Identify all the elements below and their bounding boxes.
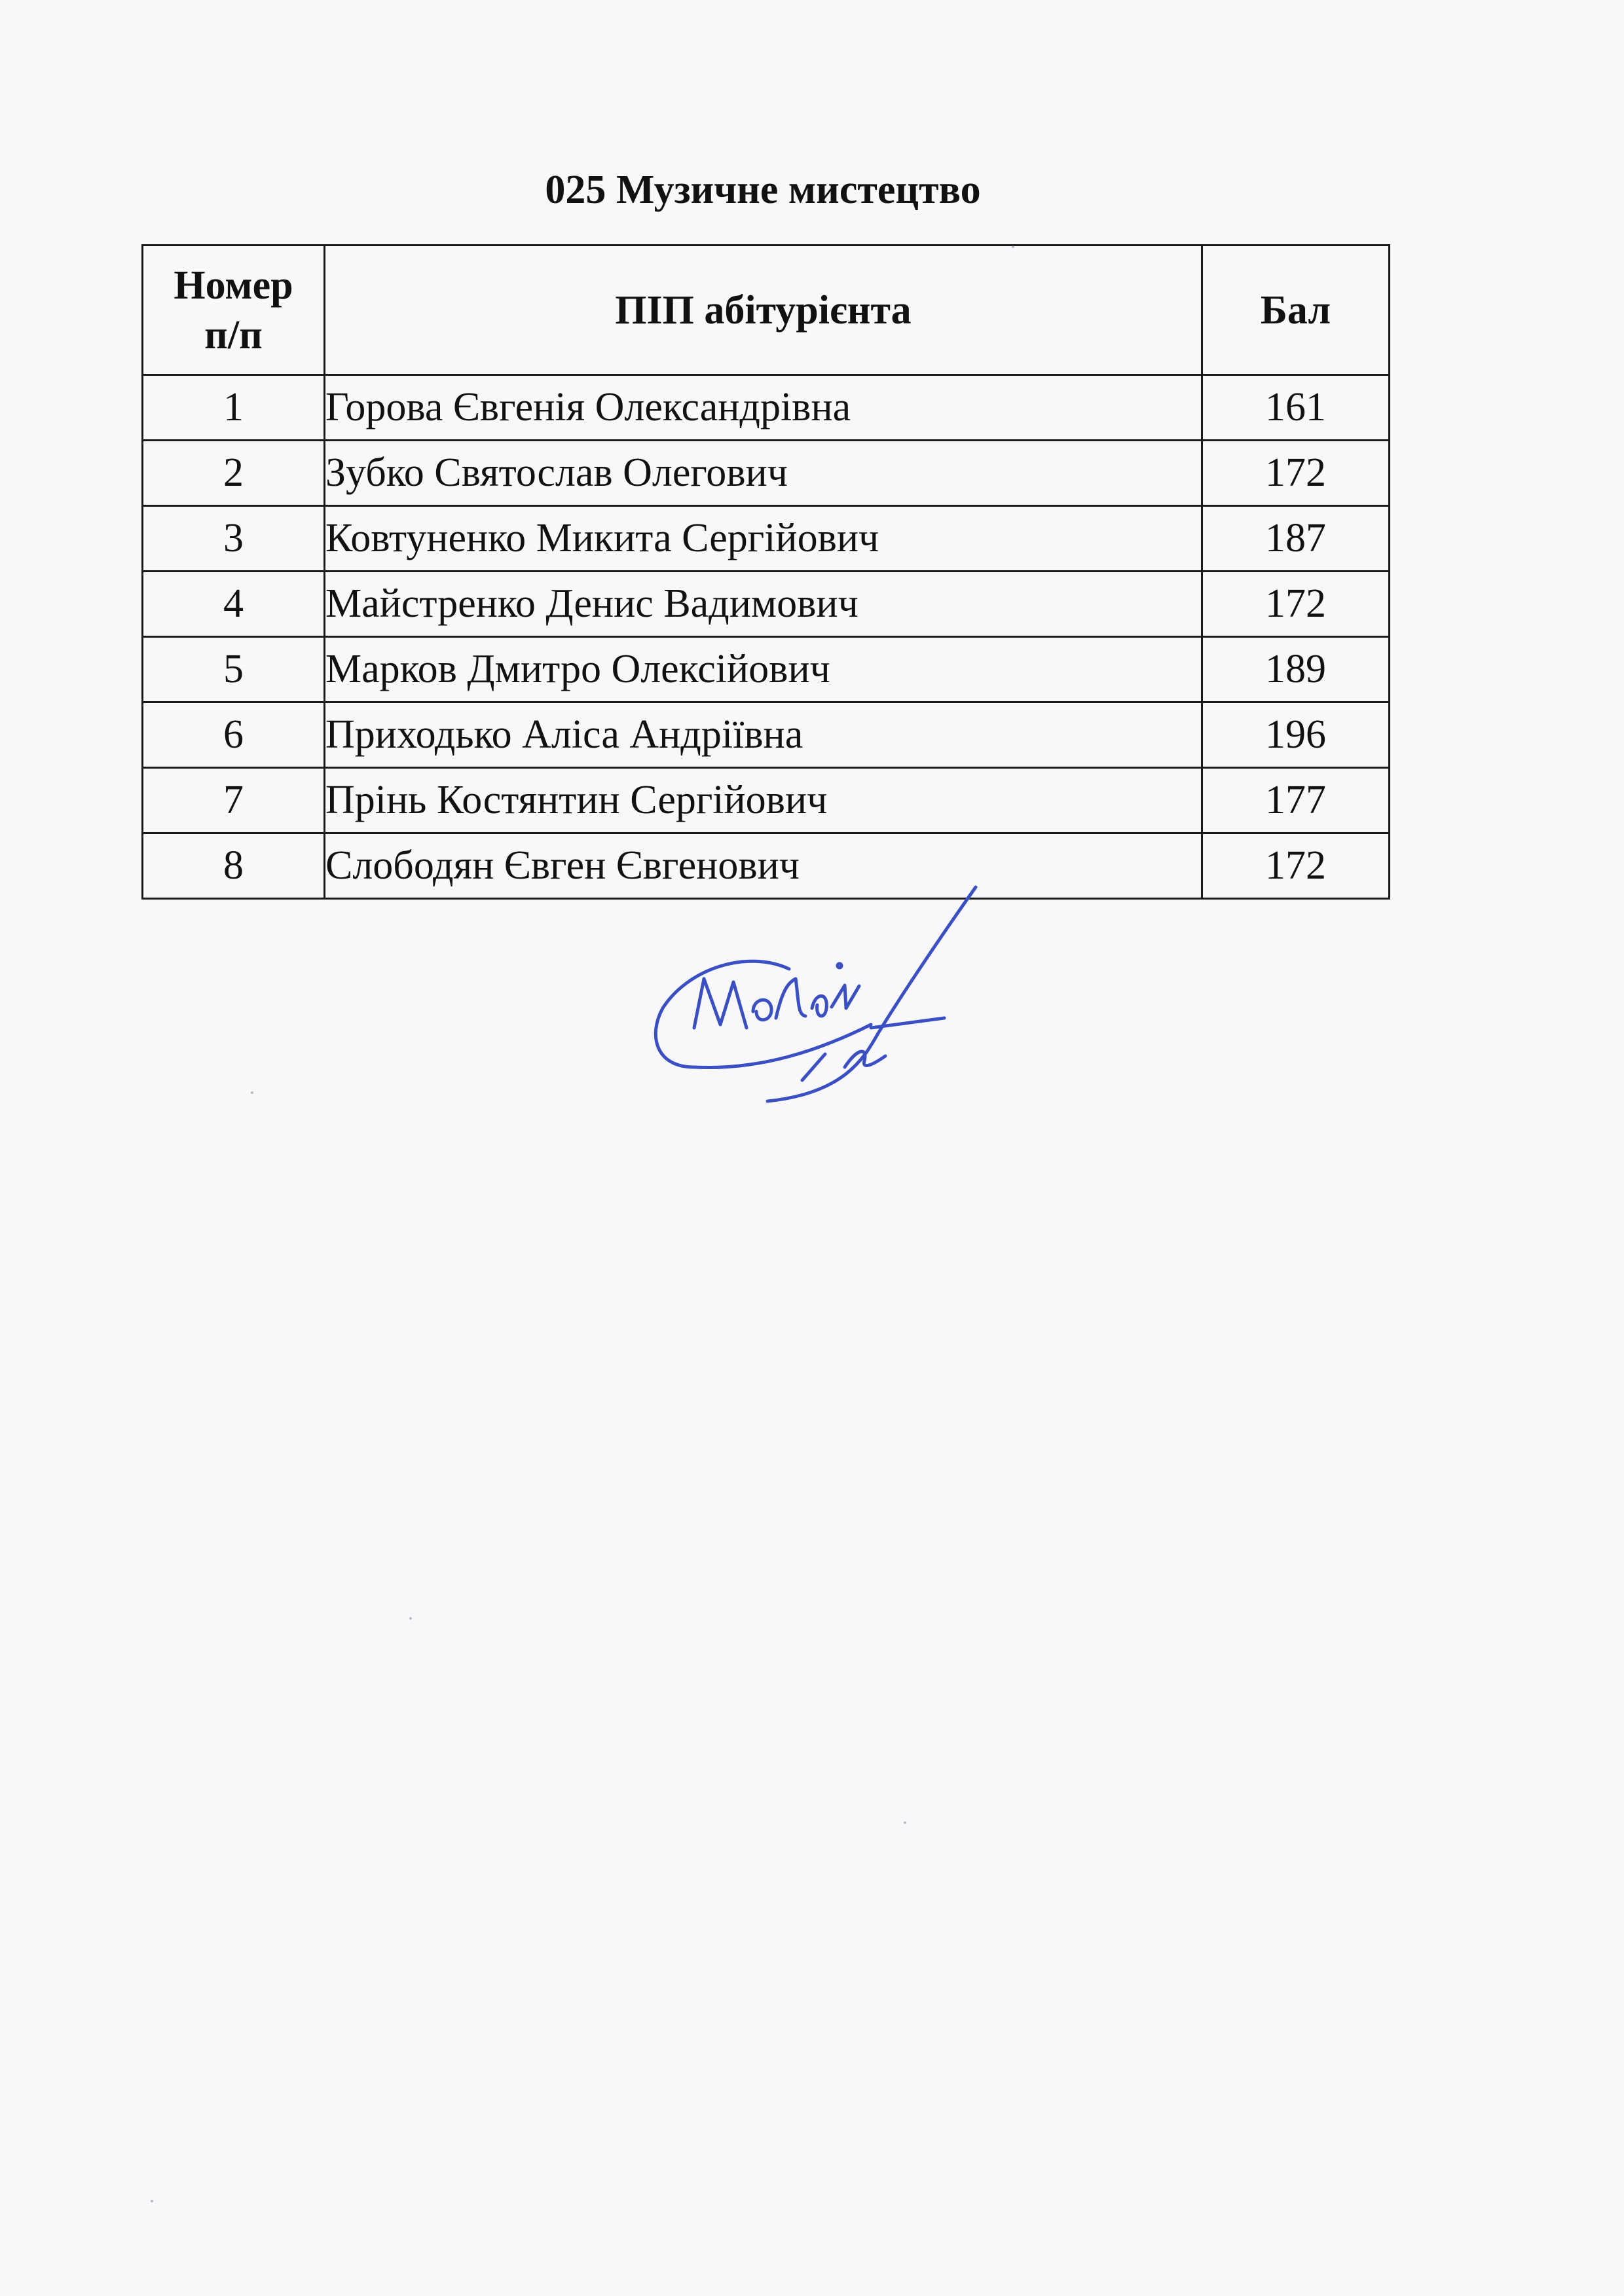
table-row (143, 441, 1390, 506)
applicant-name: Прінь Костянтин Сергійович (325, 768, 1202, 833)
applicant-name: Горова Євгенія Олександрівна (325, 375, 1202, 441)
applicant-score: 177 (1202, 768, 1390, 833)
row-number: 7 (143, 768, 325, 833)
row-number: 8 (143, 833, 325, 899)
applicant-score: 196 (1202, 702, 1390, 768)
results-table (141, 244, 1390, 900)
table-row (143, 637, 1390, 702)
table-row (143, 768, 1390, 833)
table-row (143, 572, 1390, 637)
applicant-score: 161 (1202, 375, 1390, 441)
row-number: 2 (143, 441, 325, 506)
applicant-score: 172 (1202, 441, 1390, 506)
applicant-name: Зубко Святослав Олегович (325, 441, 1202, 506)
applicant-score: 172 (1202, 833, 1390, 899)
applicant-name: Майстренко Денис Вадимович (325, 572, 1202, 637)
header-number: Номер п/п (143, 246, 325, 375)
row-number: 3 (143, 506, 325, 572)
handwritten-signature (648, 871, 989, 1106)
row-number: 1 (143, 375, 325, 441)
applicant-name: Приходько Аліса Андріївна (325, 702, 1202, 768)
table-header-row (143, 246, 1390, 375)
row-number: 6 (143, 702, 325, 768)
row-number: 5 (143, 637, 325, 702)
table-row (143, 375, 1390, 441)
table-row (143, 702, 1390, 768)
row-number: 4 (143, 572, 325, 637)
applicant-score: 189 (1202, 637, 1390, 702)
applicant-name: Марков Дмитро Олексійович (325, 637, 1202, 702)
applicant-score: 187 (1202, 506, 1390, 572)
applicant-score: 172 (1202, 572, 1390, 637)
page-title: 025 Музичне мистецтво (545, 168, 981, 212)
applicant-name: Слободян Євген Євгенович (325, 833, 1202, 899)
table-row (143, 506, 1390, 572)
header-score: Бал (1202, 246, 1390, 375)
applicant-name: Ковтуненко Микита Сергійович (325, 506, 1202, 572)
header-name: ПІП абітурієнта (325, 246, 1202, 375)
